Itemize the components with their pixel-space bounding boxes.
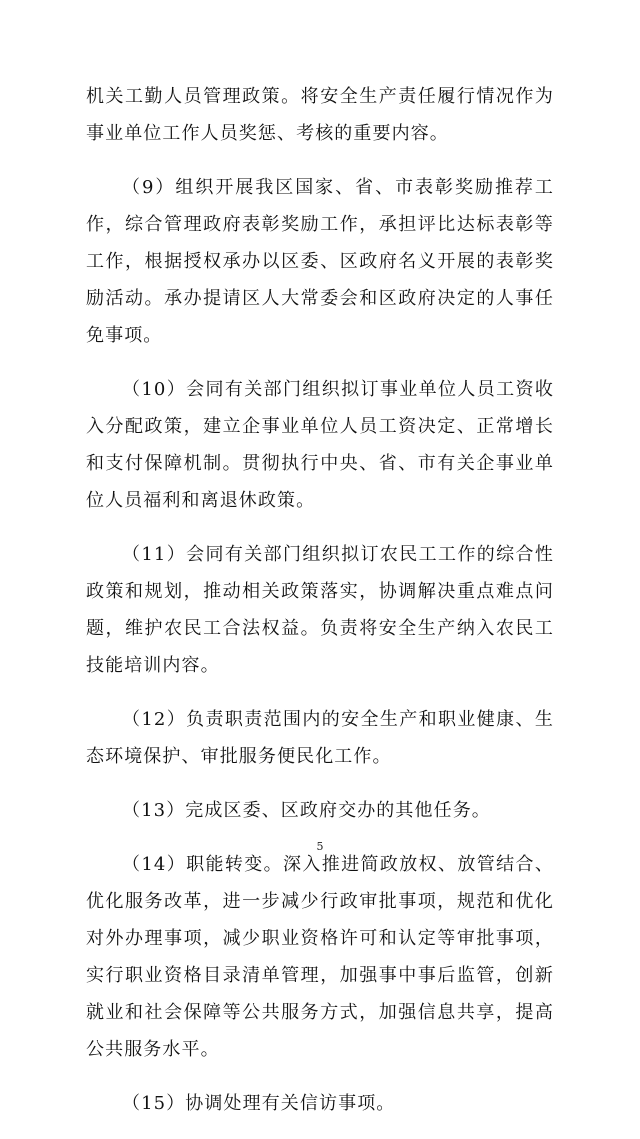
paragraph-item-14: （14）职能转变。深入推进简政放权、放管结合、优化服务改革，进一步减少行政审批事项，规范和优化对外办理事项，减少职业资格许可和认定等审批事项，实行职业资格目录清单管理，加强事中事后监管，创新就业和社会保障等公共服务方式，加强信息共享，提高公共服务水平。 <box>86 854 554 1060</box>
document-body <box>86 78 554 1139</box>
paragraph-item-10: （10）会同有关部门组织拟订事业单位人员工资收入分配政策，建立企事业单位人员工资决定、正常增长和支付保障机制。贯彻执行中央、省、市有关企事业单位人员福利和离退休政策。 <box>86 379 554 511</box>
paragraph-item-15: （15）协调处理有关信访事项。 <box>122 1093 396 1114</box>
page-number: 5 <box>316 840 324 853</box>
paragraph-continuation: 机关工勤人员管理政策。将安全生产责任履行情况作为事业单位工作人员奖惩、考核的重要内容。 <box>86 86 554 144</box>
paragraph-item-13: （13）完成区委、区政府交办的其他任务。 <box>122 800 491 821</box>
paragraph-item-9: （9）组织开展我区国家、省、市表彰奖励推荐工作，综合管理政府表彰奖励工作，承担评比达标表彰等工作，根据授权承办以区委、区政府名义开展的表彰奖励活动。承办提请区人大常委会和区政府决定的人事任免事项。 <box>86 177 554 346</box>
paragraph-item-11: （11）会同有关部门组织拟订农民工工作的综合性政策和规划，推动相关政策落实，协调解决重点难点问题，维护农民工合法权益。负责将安全生产纳入农民工技能培训内容。 <box>86 544 554 676</box>
paragraph-item-12: （12）负责职责范围内的安全生产和职业健康、生态环境保护、审批服务便民化工作。 <box>86 709 554 767</box>
